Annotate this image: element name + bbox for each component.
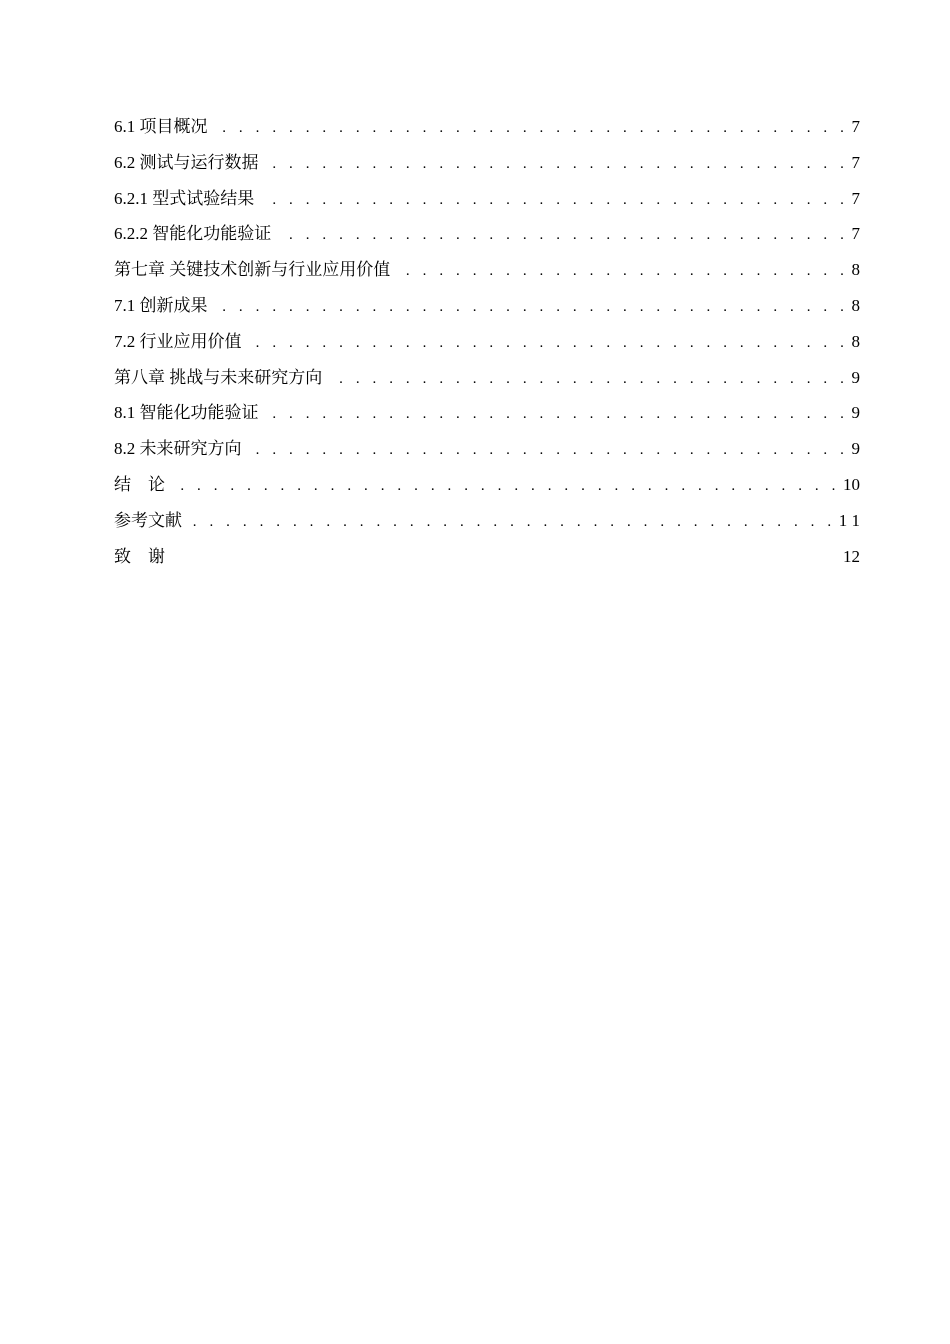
table-of-contents — [114, 114, 860, 579]
toc-page-number: 9 — [851, 367, 860, 387]
toc-page-number: 1 1 — [838, 510, 860, 530]
toc-entry-acknowledgements[interactable] — [114, 544, 860, 580]
toc-page-number: 7 — [851, 188, 860, 208]
toc-entry-6-1[interactable] — [114, 114, 860, 150]
toc-page-number: 7 — [851, 152, 860, 172]
toc-entry-7-2[interactable] — [114, 329, 860, 365]
toc-entry-label: 6.2.1 型式试验结果 — [114, 188, 255, 208]
toc-page-number: 10 — [843, 474, 860, 494]
toc-entry-chapter-7[interactable] — [114, 257, 860, 293]
toc-entry-6-2-1[interactable] — [114, 186, 860, 222]
toc-page-number: 8 — [851, 331, 860, 351]
toc-entry-8-1[interactable] — [114, 400, 860, 436]
toc-entry-8-2[interactable] — [114, 436, 860, 472]
toc-dot-leader — [265, 401, 849, 427]
toc-entry-label: 6.2 测试与运行数据 — [114, 152, 259, 172]
toc-dot-leader — [277, 222, 848, 248]
toc-entry-label: 7.1 创新成果 — [114, 295, 208, 315]
toc-entry-label: 8.2 未来研究方向 — [114, 439, 242, 459]
toc-dot-leader — [248, 330, 849, 356]
toc-entry-label: 第八章 挑战与未来研究方向 — [114, 367, 323, 387]
toc-entry-chapter-8[interactable] — [114, 365, 860, 401]
toc-dot-leader — [214, 115, 849, 141]
toc-dot-leader — [171, 473, 840, 499]
toc-page-number: 8 — [851, 260, 860, 280]
toc-entry-label: 致 谢 — [114, 546, 165, 566]
toc-page-number: 9 — [851, 403, 860, 423]
toc-entry-6-2[interactable] — [114, 150, 860, 186]
toc-page-number: 7 — [851, 224, 860, 244]
toc-dot-leader — [260, 187, 848, 213]
toc-dot-leader — [248, 437, 849, 463]
toc-dot-leader — [188, 509, 836, 535]
toc-entry-label: 8.1 智能化功能验证 — [114, 403, 259, 423]
toc-dot-leader — [328, 366, 848, 392]
toc-entry-label: 6.2.2 智能化功能验证 — [114, 224, 272, 244]
toc-dot-leader — [396, 258, 848, 284]
toc-entry-label: 6.1 项目概况 — [114, 117, 208, 136]
toc-page-number: 8 — [851, 295, 860, 315]
toc-page-number: 12 — [843, 546, 860, 566]
toc-entry-6-2-2[interactable] — [114, 221, 860, 257]
toc-entry-label: 第七章 关键技术创新与行业应用价值 — [114, 260, 391, 280]
toc-page-number: 7 — [851, 117, 860, 136]
toc-entry-conclusion[interactable] — [114, 472, 860, 508]
toc-entry-7-1[interactable] — [114, 293, 860, 329]
toc-entry-label: 7.2 行业应用价值 — [114, 331, 242, 351]
toc-entry-label: 结 论 — [114, 474, 165, 494]
toc-entry-label: 参考文献 — [114, 510, 182, 530]
toc-dot-leader — [265, 151, 849, 177]
toc-page-number: 9 — [851, 439, 860, 459]
toc-dot-leader — [214, 294, 849, 320]
toc-entry-references[interactable] — [114, 508, 860, 544]
